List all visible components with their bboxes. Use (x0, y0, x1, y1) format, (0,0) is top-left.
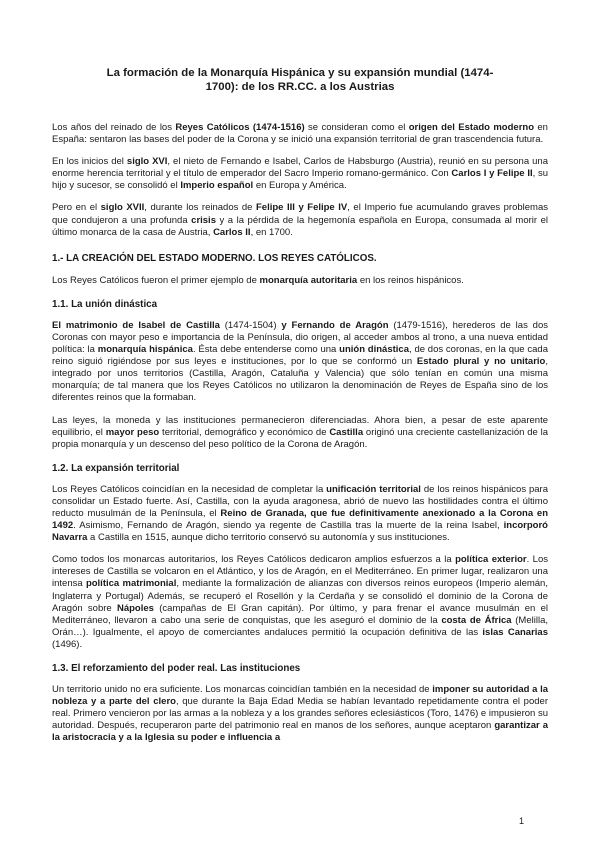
document-title: La formación de la Monarquía Hispánica y su expansión mundial (1474-1700): de los RR.CC. a los Austrias (106, 67, 494, 93)
section-1-2-paragraph-2: Como todos los monarcas autoritarios, los Reyes Católicos dedicaron amplios esfuerzos a la política exterior. Los intereses de Castilla se volcaron en el Atlántico, y los de Aragón, en el Mediterráneo. En primer lugar, realizaron una intensa política matrimonial, mediante la formalización de alianzas con diversos reinos europeos (Imperio alemán, Inglaterra y Portugal) Además, se recuperó el Rosellón y la Cerdaña y se consolidó el dominio de la Corona de Aragón sobre Nápoles (campañas de El Gran capitán). Por último, y para frenar el avance musulmán en el Mediterráneo, llevaron a cabo una serie de conquistas, que les aseguró el dominio de la costa de África (Melilla, Orán…). Igualmente, el apoyo de comerciantes andaluces permitió la ocupación definitiva de las islas Canarias (1496). (52, 554, 548, 650)
section-1-1-heading: 1.1. La unión dinástica (52, 298, 158, 310)
page-number: 1 (518, 816, 524, 826)
section-1-heading: 1.- LA CREACIÓN DEL ESTADO MODERNO. LOS REYES CATÓLICOS. (52, 252, 377, 264)
section-1-3-heading: 1.3. El reforzamiento del poder real. Las instituciones (52, 663, 301, 674)
section-1-1-paragraph-2: Las leyes, la moneda y las instituciones permanecieron diferenciadas. Ahora bien, a pesar de este aparente equilibrio, el mayor peso territorial, demográfico y económico de Castilla originó una creciente castellanización de la propia monarquía y un descenso del peso político de la Corona de Aragón. (52, 414, 549, 450)
section-1-2-heading: 1.2. La expansión territorial (52, 462, 180, 474)
document-page (52, 66, 548, 754)
section-1-1-paragraph-1: El matrimonio de Isabel de Castilla (1474-1504) y Fernando de Aragón (1479-1516), herederos de las dos Coronas con mayor peso e importancia de la Península, dio origen, al acceder ambos al trono, a una nueva entidad política: la monarquía hispánica. Ésta debe entenderse como una unión dinástica, de dos coronas, en la que cada reino siguió rigiéndose por sus leyes e instituciones, por lo que se conformó un Estado plural y no unitario, integrado por unos territorios (Castilla, Aragón, Cataluña y Valencia) que sólo tenían en común una misma monarquía; de tal manera que los Reyes Católicos no utilizaron la denominación de Reyes de España sino de los diferentes reinos que la formaban. (52, 319, 548, 404)
intro-paragraph-1: Los años del reinado de los Reyes Católicos (1474-1516) se consideran como el origen del Estado moderno en España: sentaron las bases del poder de la Corona y se inició una expansión territorial de gran trascendencia futura. (52, 122, 548, 146)
intro-paragraph-3: Pero en el siglo XVII, durante los reinados de Felipe III y Felipe IV, el Imperio fue acumulando graves problemas que condujeron a una profunda crisis y a la pérdida de la hegemonía española en Europa, consumada al morir el último monarca de la casa de Austria, Carlos II, en 1700. (52, 202, 548, 238)
section-1-3-paragraph-1: Un territorio unido no era suficiente. Los monarcas coincidían también en la necesidad de imponer su autoridad a la nobleza y a parte del clero, que durante la Baja Edad Media se habían levantado repetidamente contra el poder real. Primero vencieron por las armas a la nobleza y a los grandes señores eclesiásticos (Toro, 1476) e impusieron su autoridad. Después, recuperaron parte del patrimonio real en manos de los señores, aunque aceptaron garantizar a la aristocracia y a la Iglesia su poder e influencia a (52, 684, 548, 744)
intro-paragraph-2: En los inicios del siglo XVI, el nieto de Fernando e Isabel, Carlos de Habsburgo (Austria), reunió en su persona una enorme herencia territorial y el título de emperador del Sacro Imperio romano-germánico. Con Carlos I y Felipe II, su hijo y sucesor, se consolidó el Imperio español en Europa y América. (52, 156, 549, 192)
section-1-paragraph: Los Reyes Católicos fueron el primer ejemplo de monarquía autoritaria en los reinos hispánicos. (52, 274, 464, 286)
section-1-2-paragraph-1: Los Reyes Católicos coincidían en la necesidad de completar la unificación territorial de los reinos hispánicos para consolidar un Estado fuerte. Así, Castilla, con la ayuda aragonesa, abrió de nuevo las hostilidades contra el último reducto musulmán de la Península, el Reino de Granada, que fue definitivamente anexionado a la Corona en 1492. Asimismo, Fernando de Aragón, siendo ya regente de Castilla tras la muerte de la reina Isabel, incorporó Navarra a Castilla en 1515, aunque dicho territorio conservó su autonomía y sus instituciones. (52, 483, 548, 544)
